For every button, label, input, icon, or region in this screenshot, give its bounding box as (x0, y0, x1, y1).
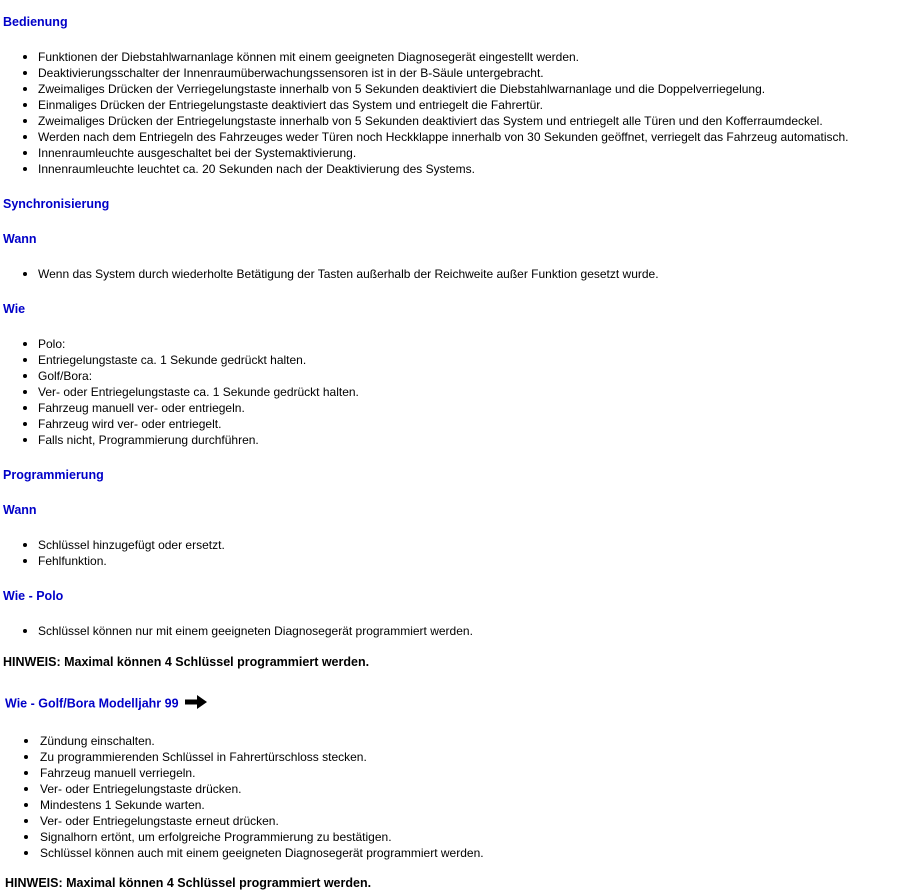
list-item: Innenraumleuchte ausgeschaltet bei der Systemaktivierung. (0, 145, 849, 161)
list-item: Ver- oder Entriegelungstaste ca. 1 Sekunde gedrückt halten. (0, 384, 359, 400)
heading-sync-wie: Wie (3, 302, 26, 316)
list-item: Schlüssel hinzugefügt oder ersetzt. (0, 537, 225, 553)
list-item: Falls nicht, Programmierung durchführen. (0, 432, 359, 448)
list-item: Signalhorn ertönt, um erfolgreiche Programmierung zu bestätigen. (0, 829, 484, 845)
list-item: Schlüssel können nur mit einem geeigneten Diagnosegerät programmiert werden. (0, 623, 473, 639)
heading-prog-wann: Wann (3, 503, 37, 517)
list-item: Einmaliges Drücken der Entriegelungstaste deaktiviert das System und entriegelt die Fahrertür. (0, 97, 849, 113)
note-max-keys-2: HINWEIS: Maximal können 4 Schlüssel programmiert werden. (5, 876, 372, 890)
arrow-right-icon[interactable] (185, 695, 207, 713)
list-item: Polo: (0, 336, 359, 352)
heading-sync-wann: Wann (3, 232, 37, 246)
heading-bedienung: Bedienung (3, 15, 68, 29)
list-item: Innenraumleuchte leuchtet ca. 20 Sekunden nach der Deaktivierung des Systems. (0, 161, 849, 177)
list-item: Golf/Bora: (0, 368, 359, 384)
list-item: Zu programmierenden Schlüssel in Fahrertürschloss stecken. (0, 749, 484, 765)
list-item: Zweimaliges Drücken der Entriegelungstaste innerhalb von 5 Sekunden deaktiviert das System und entriegelt alle Türen und den Kofferraumdeckel. (0, 113, 849, 129)
list-item: Fahrzeug wird ver- oder entriegelt. (0, 416, 359, 432)
heading-prog-wie-golf-label: Wie - Golf/Bora Modelljahr 99 (5, 696, 179, 711)
list-item: Ver- oder Entriegelungstaste drücken. (0, 781, 484, 797)
list-item: Fahrzeug manuell verriegeln. (0, 765, 484, 781)
list-item: Deaktivierungsschalter der Innenraumüberwachungssensoren ist in der B-Säule untergebracht. (0, 65, 849, 81)
heading-synchronisierung: Synchronisierung (3, 197, 110, 211)
list-prog-wie-polo (0, 623, 473, 639)
list-item: Zweimaliges Drücken der Verriegelungstaste innerhalb von 5 Sekunden deaktiviert die Diebstahlwarnanlage und die Doppelverriegelung. (0, 81, 849, 97)
list-item: Ver- oder Entriegelungstaste erneut drücken. (0, 813, 484, 829)
list-sync-wann (0, 266, 659, 282)
heading-prog-wie-polo: Wie - Polo (3, 589, 64, 603)
list-item: Wenn das System durch wiederholte Betätigung der Tasten außerhalb der Reichweite außer Funktion gesetzt wurde. (0, 266, 659, 282)
list-bedienung (0, 49, 849, 177)
list-item: Funktionen der Diebstahlwarnanlage können mit einem geeigneten Diagnosegerät eingestellt werden. (0, 49, 849, 65)
list-item: Schlüssel können auch mit einem geeigneten Diagnosegerät programmiert werden. (0, 845, 484, 861)
list-item: Fehlfunktion. (0, 553, 225, 569)
list-item: Zündung einschalten. (0, 733, 484, 749)
list-prog-wann (0, 537, 225, 569)
heading-prog-wie-golf (5, 695, 207, 713)
list-item: Werden nach dem Entriegeln des Fahrzeuges weder Türen noch Heckklappe innerhalb von 30 Sekunden geöffnet, verriegelt das Fahrzeug automatisch. (0, 129, 849, 145)
list-item: Entriegelungstaste ca. 1 Sekunde gedrückt halten. (0, 352, 359, 368)
list-prog-wie-golf (0, 733, 484, 861)
list-item: Fahrzeug manuell ver- oder entriegeln. (0, 400, 359, 416)
list-item: Mindestens 1 Sekunde warten. (0, 797, 484, 813)
heading-programmierung: Programmierung (3, 468, 104, 482)
note-max-keys: HINWEIS: Maximal können 4 Schlüssel programmiert werden. (3, 655, 370, 669)
list-sync-wie (0, 336, 359, 448)
